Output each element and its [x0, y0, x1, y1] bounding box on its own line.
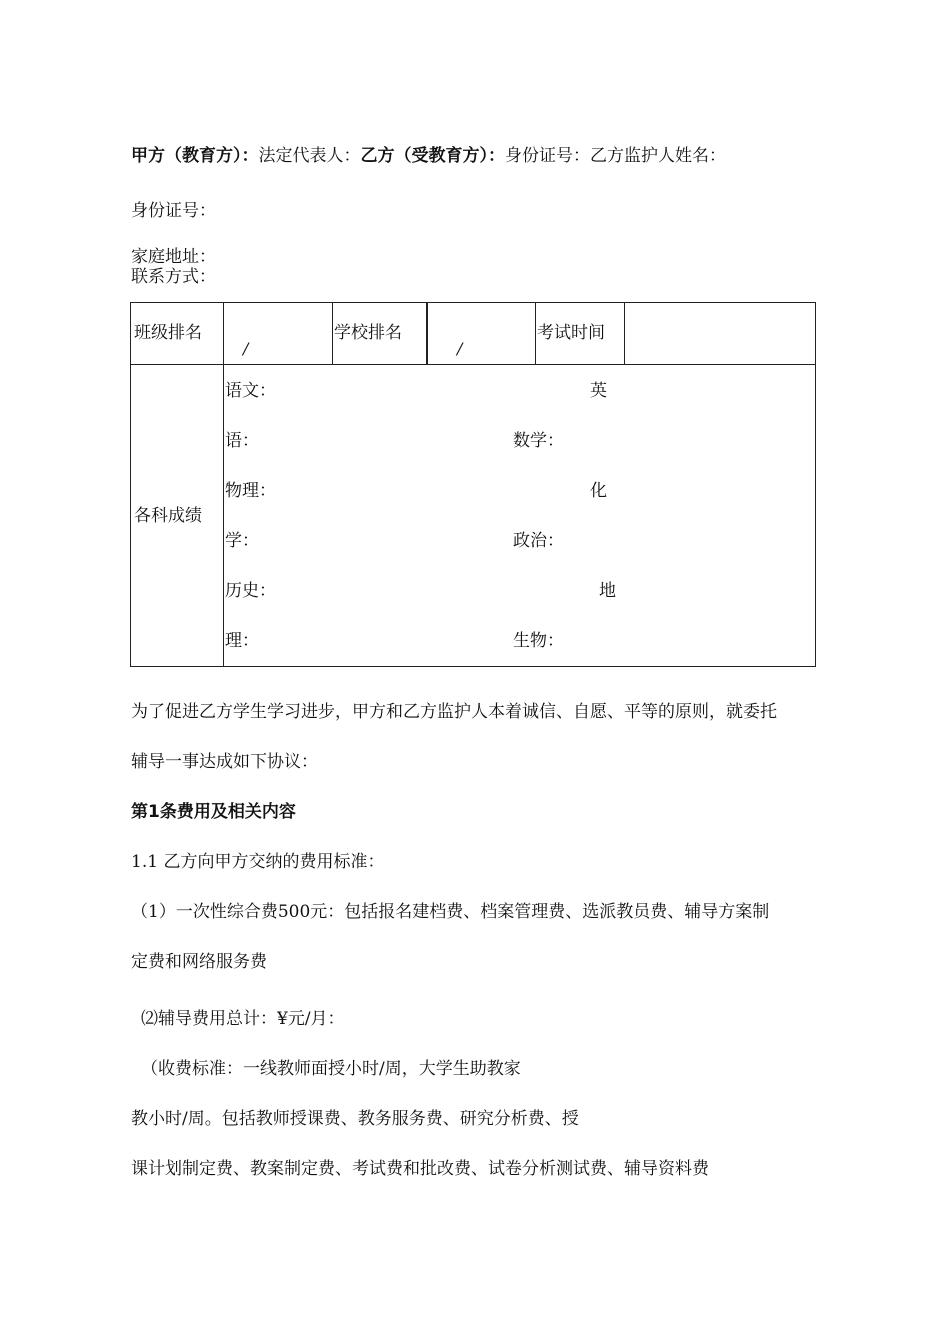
score-physics: 物理： — [225, 481, 276, 501]
guardian-name-label: 乙方监护人姓名： — [590, 146, 726, 166]
score-geography-part1: 地 — [599, 581, 616, 601]
article-1-heading: 第1条费用及相关内容 — [131, 802, 296, 822]
parties-line — [131, 145, 726, 167]
table-col-divider — [624, 303, 625, 364]
score-math: 数学： — [513, 431, 564, 451]
table-col-divider — [426, 303, 428, 364]
legal-rep-label: 法定代表人： — [258, 146, 361, 166]
exam-time-label: 考试时间 — [537, 323, 605, 343]
score-english-part2: 语： — [225, 431, 259, 451]
score-chemistry-part2: 学： — [225, 531, 259, 551]
item-1-1: 1.1 乙方向甲方交纳的费用标准： — [131, 852, 385, 872]
id-line: 身份证号： — [131, 201, 216, 221]
score-history: 历史： — [225, 581, 276, 601]
score-chemistry-part1: 化 — [590, 481, 607, 501]
party-b-label: 乙方（受教育方）： — [360, 146, 505, 166]
intro-line-2: 辅导一事达成如下协议： — [131, 752, 318, 772]
class-rank-label: 班级排名 — [134, 323, 202, 343]
table-row-divider — [131, 364, 815, 365]
scores-label: 各科成绩 — [134, 506, 202, 526]
item-1-line-1: （1）一次性综合费500元：包括报名建档费、档案管理费、选派教员费、辅导方案制 — [131, 902, 770, 922]
contact-line: 联系方式： — [131, 267, 216, 287]
score-geography-part2: 理： — [225, 631, 259, 651]
item-2-standard-2: 教小时/周。包括教师授课费、教务服务费、研究分析费、授 — [131, 1109, 579, 1129]
score-biology: 生物： — [513, 631, 564, 651]
item-1-line-2: 定费和网络服务费 — [131, 952, 267, 972]
table-col-divider — [223, 303, 224, 666]
score-english-part1: 英 — [590, 381, 607, 401]
item-2: ⑵辅导费用总计：¥元/月： — [141, 1009, 345, 1029]
address-line: 家庭地址： — [131, 247, 216, 267]
item-2-standard-3: 课计划制定费、教案制定费、考试费和批改费、试卷分析测试费、辅导资料费 — [131, 1159, 709, 1179]
table-col-divider — [332, 303, 333, 364]
school-rank-slash: / — [457, 339, 463, 358]
score-table — [130, 302, 816, 667]
score-chinese: 语文： — [225, 381, 276, 401]
intro-line-1: 为了促进乙方学生学习进步，甲方和乙方监护人本着诚信、自愿、平等的原则，就委托 — [131, 702, 777, 722]
class-rank-slash: / — [243, 339, 249, 358]
school-rank-label: 学校排名 — [334, 323, 402, 343]
id-number-label: 身份证号： — [505, 146, 590, 166]
item-2-standard-1: （收费标准：一线教师面授小时/周，大学生助教家 — [141, 1059, 521, 1079]
table-col-divider — [535, 303, 536, 364]
score-politics: 政治： — [513, 531, 564, 551]
party-a-label: 甲方（教育方）： — [131, 146, 259, 166]
